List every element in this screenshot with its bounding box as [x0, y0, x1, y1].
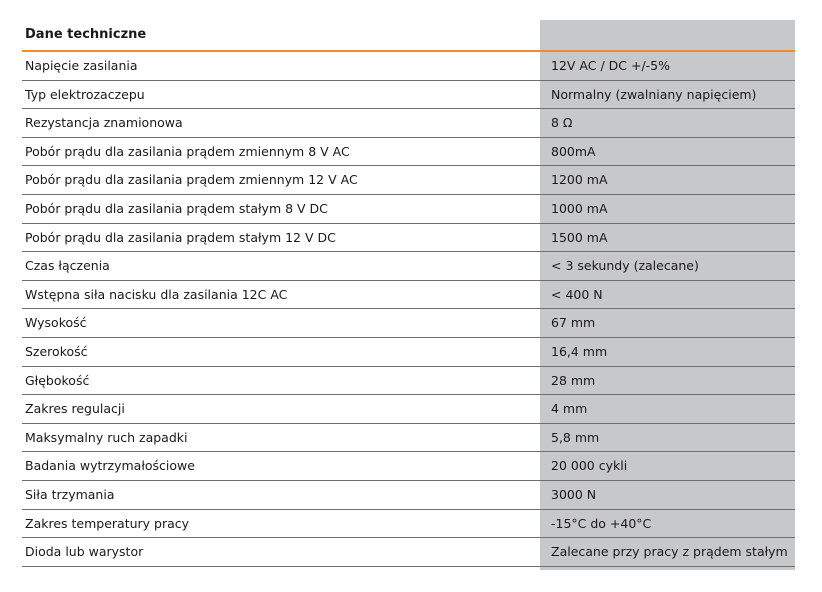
- table-row: [22, 166, 795, 195]
- table-header: [22, 20, 795, 50]
- row-value: 800mA: [551, 143, 596, 159]
- row-label: Wysokość: [25, 315, 87, 331]
- row-label: Głębokość: [25, 372, 90, 388]
- row-label: Czas łączenia: [25, 258, 110, 274]
- row-value: 5,8 mm: [551, 429, 600, 445]
- row-value: 67 mm: [551, 315, 596, 331]
- row-label: Pobór prądu dla zasilania prądem stałym 8 V DC: [25, 200, 328, 216]
- table-title: Dane techniczne: [25, 27, 147, 42]
- table-row: [22, 81, 795, 110]
- table-row: [22, 538, 795, 567]
- row-label: Pobór prądu dla zasilania prądem zmiennym 12 V AC: [25, 172, 358, 188]
- row-label: Pobór prądu dla zasilania prądem stałym 12 V DC: [25, 229, 336, 245]
- row-value: 12V AC / DC +/-5%: [551, 58, 671, 73]
- table-row: [22, 481, 795, 510]
- table-row: [22, 510, 795, 539]
- row-label: Siła trzymania: [25, 486, 115, 502]
- row-label: Rezystancja znamionowa: [25, 115, 183, 131]
- row-label: Zakres temperatury pracy: [25, 515, 190, 531]
- table-rows: [22, 52, 795, 567]
- row-value: 1000 mA: [551, 200, 608, 216]
- row-value: Zalecane przy pracy z prądem stałym: [551, 544, 788, 560]
- table-row: [22, 109, 795, 138]
- row-label: Badania wytrzymałościowe: [25, 458, 195, 474]
- row-value: 8 Ω: [551, 115, 573, 131]
- table-row: [22, 309, 795, 338]
- row-value: 4 mm: [551, 401, 588, 417]
- row-value: 1200 mA: [551, 172, 608, 188]
- technical-data-table: [22, 20, 795, 560]
- row-value: < 3 sekundy (zalecane): [551, 258, 699, 274]
- table-row: [22, 224, 795, 253]
- row-label: Wstępna siła nacisku dla zasilania 12C AC: [25, 286, 288, 302]
- row-value: 16,4 mm: [551, 343, 608, 359]
- row-value: 20 000 cykli: [551, 458, 628, 474]
- row-label: Zakres regulacji: [25, 401, 125, 417]
- table-row: [22, 252, 795, 281]
- table-row: [22, 52, 795, 81]
- row-value: Normalny (zwalniany napięciem): [551, 86, 757, 102]
- table-row: [22, 138, 795, 167]
- row-label: Typ elektrozaczepu: [25, 86, 145, 102]
- row-label: Dioda lub warystor: [25, 544, 144, 560]
- row-value: 3000 N: [551, 486, 597, 502]
- row-label: Pobór prądu dla zasilania prądem zmiennym 8 V AC: [25, 143, 350, 159]
- table-row: [22, 195, 795, 224]
- table-row: [22, 424, 795, 453]
- row-label: Napięcie zasilania: [25, 58, 138, 73]
- table-row: [22, 338, 795, 367]
- row-value: < 400 N: [551, 286, 603, 302]
- table-row: [22, 452, 795, 481]
- table-row: [22, 367, 795, 396]
- table-row: [22, 281, 795, 310]
- row-value: -15°C do +40°C: [551, 515, 652, 531]
- row-label: Szerokość: [25, 343, 88, 359]
- row-label: Maksymalny ruch zapadki: [25, 429, 188, 445]
- table-row: [22, 395, 795, 424]
- row-value: 28 mm: [551, 372, 596, 388]
- row-value: 1500 mA: [551, 229, 608, 245]
